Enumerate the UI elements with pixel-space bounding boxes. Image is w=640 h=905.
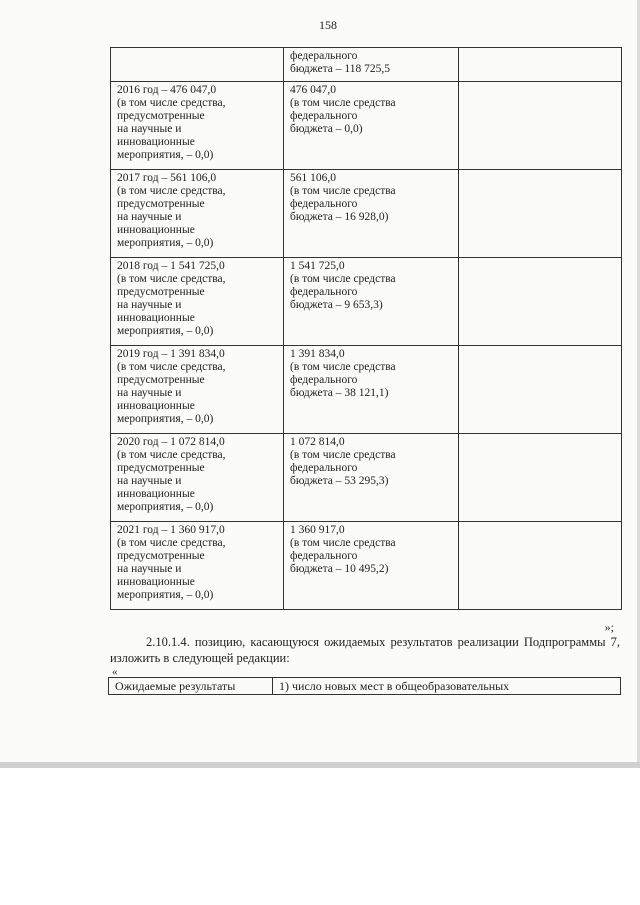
table-row <box>111 346 622 434</box>
table-row <box>111 522 622 610</box>
table-cell-period: 2016 год – 476 047,0 (в том числе средства, предусмотренные на научные и инновационные мероприятия, – 0,0) <box>111 82 284 170</box>
table-cell-empty <box>459 346 622 434</box>
table-cell-period: 2021 год – 1 360 917,0 (в том числе средства, предусмотренные на научные и инновационные мероприятия, – 0,0) <box>111 522 284 610</box>
table-cell-empty <box>459 434 622 522</box>
table-row <box>111 258 622 346</box>
table-cell-period <box>111 48 284 82</box>
table-row <box>109 678 621 695</box>
amendment-paragraph: 2.10.1.4. позицию, касающуюся ожидаемых результатов реализации Подпрограммы 7, изложить в следующей редакции: <box>110 635 620 665</box>
table-cell-empty <box>459 258 622 346</box>
scan-edge <box>0 762 640 768</box>
table-cell-amount: 561 106,0 (в том числе средства федерального бюджета – 16 928,0) <box>284 170 459 258</box>
table-row <box>111 48 622 82</box>
table-cell-period: 2019 год – 1 391 834,0 (в том числе средства, предусмотренные на научные и инновационные мероприятия, – 0,0) <box>111 346 284 434</box>
results-table <box>108 677 621 695</box>
table-row <box>111 434 622 522</box>
table-cell-period: 2020 год – 1 072 814,0 (в том числе средства, предусмотренные на научные и инновационные мероприятия, – 0,0) <box>111 434 284 522</box>
table-cell-amount: 476 047,0 (в том числе средства федерального бюджета – 0,0) <box>284 82 459 170</box>
table-cell-amount: 1 360 917,0 (в том числе средства федерального бюджета – 10 495,2) <box>284 522 459 610</box>
table-cell-amount: 1 072 814,0 (в том числе средства федерального бюджета – 53 295,3) <box>284 434 459 522</box>
results-value: 1) число новых мест в общеобразовательных <box>273 678 621 695</box>
closing-quote: »; <box>604 620 614 634</box>
page-number: 158 <box>319 18 337 32</box>
table-cell-period: 2018 год – 1 541 725,0 (в том числе средства, предусмотренные на научные и инновационные мероприятия, – 0,0) <box>111 258 284 346</box>
table-cell-empty <box>459 522 622 610</box>
table-cell-empty <box>459 48 622 82</box>
table-cell-amount: 1 541 725,0 (в том числе средства федерального бюджета – 9 653,3) <box>284 258 459 346</box>
table-cell-empty <box>459 170 622 258</box>
results-label: Ожидаемые результаты <box>109 678 273 695</box>
table-cell-amount: федерального бюджета – 118 725,5 <box>284 48 459 82</box>
budget-table <box>110 47 622 610</box>
table-cell-amount: 1 391 834,0 (в том числе средства федерального бюджета – 38 121,1) <box>284 346 459 434</box>
table-cell-period: 2017 год – 561 106,0 (в том числе средства, предусмотренные на научные и инновационные мероприятия, – 0,0) <box>111 170 284 258</box>
table-row <box>111 170 622 258</box>
opening-quote: « <box>112 666 118 678</box>
table-row <box>111 82 622 170</box>
table-cell-empty <box>459 82 622 170</box>
